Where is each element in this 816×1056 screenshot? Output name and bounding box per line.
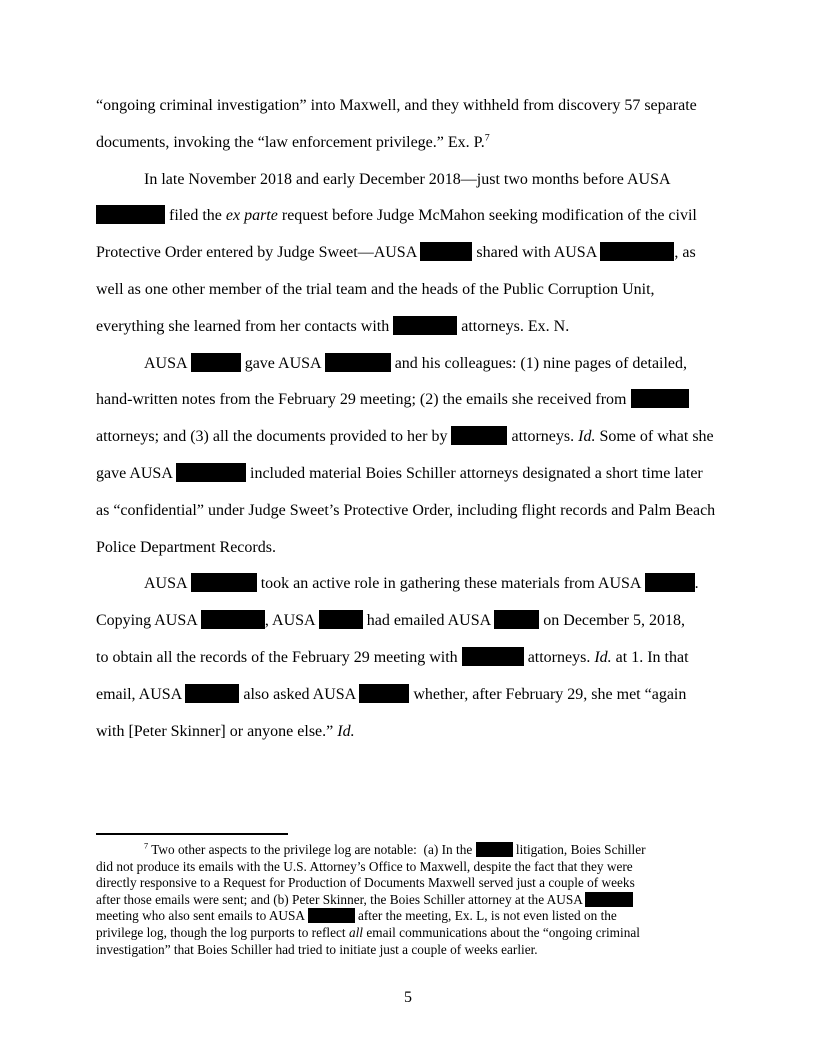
text-line — [96, 842, 736, 859]
text-run: Two other aspects to the privilege log are notable: (a) In the — [148, 842, 476, 857]
text-line — [96, 272, 736, 309]
redaction-box — [420, 242, 472, 261]
text-run: documents, invoking the “law enforcement privilege.” Ex. P. — [96, 133, 485, 151]
text-run: at 1. In that — [611, 648, 689, 666]
redaction-box — [585, 892, 633, 907]
text-line — [96, 603, 736, 640]
text-run: gave AUSA — [240, 354, 325, 372]
text-run: Some of what she — [595, 428, 714, 446]
text-run: well as one other member of the trial team and the heads of the Public Corruption Unit, — [96, 280, 655, 298]
text-line — [96, 162, 736, 199]
footnote-reference: 7 — [144, 841, 149, 851]
text-run: on December 5, 2018, — [539, 612, 685, 630]
text-run: to obtain all the records of the February 29 meeting with — [96, 648, 462, 666]
footnote-reference: 7 — [484, 132, 490, 144]
text-run: as “confidential” under Judge Sweet’s Protective Order, including flight records and Palm Beach — [96, 501, 716, 519]
text-line — [96, 942, 736, 959]
italic-text: Id. — [337, 722, 355, 740]
text-run: Copying AUSA — [96, 612, 201, 630]
redaction-box — [191, 353, 241, 372]
text-run: In late November 2018 and early December 2018—just two months before AUSA — [144, 170, 671, 188]
text-run: meeting who also sent emails to AUSA — [96, 908, 308, 924]
footnote-separator — [96, 833, 288, 835]
text-line — [96, 198, 736, 235]
text-run: Police Department Records. — [96, 538, 276, 556]
text-run: email communications about the “ongoing criminal — [363, 924, 640, 940]
text-line — [96, 456, 736, 493]
text-run: . — [694, 575, 699, 593]
text-run: gave AUSA — [96, 464, 176, 482]
text-run: Protective Order entered by Judge Sweet—AUSA — [96, 244, 421, 262]
text-run: and his colleagues: (1) nine pages of detailed, — [390, 354, 688, 372]
redaction-box — [191, 573, 257, 592]
text-line — [96, 908, 736, 925]
text-run: AUSA — [144, 575, 191, 593]
text-line — [96, 640, 736, 677]
text-run: had emailed AUSA — [362, 612, 495, 630]
text-run: attorneys. Ex. N. — [457, 317, 570, 335]
text-run: after the meeting, Ex. L, is not even listed on the — [354, 908, 617, 924]
body-text — [96, 88, 736, 750]
text-line — [96, 875, 736, 892]
redaction-box — [319, 610, 363, 629]
text-run: included material Boies Schiller attorneys designated a short time later — [246, 464, 703, 482]
text-line — [96, 125, 736, 162]
text-line — [96, 892, 736, 909]
italic-text: ex parte — [225, 207, 278, 225]
redaction-box — [185, 684, 239, 703]
text-line — [96, 419, 736, 456]
redaction-box — [631, 389, 689, 408]
text-run: privilege log, though the log purports to reflect — [96, 924, 349, 940]
redaction-box — [393, 316, 457, 335]
text-line — [96, 677, 736, 714]
redaction-box — [201, 610, 265, 629]
redaction-box — [176, 463, 246, 482]
redaction-box — [494, 610, 539, 629]
text-line — [96, 530, 736, 567]
text-run: request before Judge McMahon seeking modification of the civil — [277, 207, 697, 225]
text-line — [96, 309, 736, 346]
italic-text: Id. — [594, 648, 612, 666]
footnote — [96, 842, 736, 958]
text-line — [96, 566, 736, 603]
text-run: attorneys. — [507, 428, 579, 446]
text-run: took an active role in gathering these materials from AUSA — [256, 575, 645, 593]
text-run: “ongoing criminal investigation” into Maxwell, and they withheld from discovery 57 separate — [96, 97, 697, 114]
text-run: hand-written notes from the February 29 meeting; (2) the emails she received from — [96, 391, 631, 409]
text-run: directly responsive to a Request for Production of Documents Maxwell served just a couple of weeks — [96, 875, 635, 891]
text-line — [96, 714, 736, 751]
redaction-box — [476, 842, 513, 857]
text-line — [96, 925, 736, 942]
text-run: everything she learned from her contacts with — [96, 317, 394, 335]
text-run: AUSA — [144, 354, 191, 372]
italic-text: all — [348, 924, 363, 940]
text-run: attorneys. — [523, 648, 595, 666]
redaction-box — [462, 647, 524, 666]
text-run: did not produce its emails with the U.S. Attorney’s Office to Maxwell, despite the fact that they were — [96, 858, 633, 874]
text-line — [96, 346, 736, 383]
redaction-box — [600, 242, 674, 261]
text-run: litigation, Boies Schiller — [512, 842, 646, 857]
redaction-box — [359, 684, 409, 703]
text-run: with [Peter Skinner] or anyone else.” — [96, 722, 338, 740]
text-run: , as — [674, 244, 696, 262]
text-run: investigation” that Boies Schiller had tried to initiate just a couple of weeks earlier. — [96, 941, 538, 957]
page-number: 5 — [404, 989, 412, 1006]
text-run: attorneys; and (3) all the documents provided to her by — [96, 428, 452, 446]
text-line — [96, 493, 736, 530]
redaction-box — [645, 573, 695, 592]
text-line — [96, 859, 736, 876]
text-line — [96, 382, 736, 419]
italic-text: Id. — [578, 428, 596, 446]
redaction-box — [325, 353, 391, 372]
text-run: , AUSA — [264, 612, 319, 630]
text-run: email, AUSA — [96, 685, 186, 703]
redaction-box — [308, 908, 355, 923]
text-run: after those emails were sent; and (b) Peter Skinner, the Boies Schiller attorney at the AUSA — [96, 891, 586, 907]
text-run: also asked AUSA — [239, 685, 360, 703]
text-line — [96, 235, 736, 272]
text-run: whether, after February 29, she met “again — [409, 685, 687, 703]
redaction-box — [96, 205, 165, 224]
text-line — [96, 88, 736, 125]
redaction-box — [451, 426, 507, 445]
text-run: filed the — [165, 207, 226, 225]
text-run: shared with AUSA — [472, 244, 601, 262]
